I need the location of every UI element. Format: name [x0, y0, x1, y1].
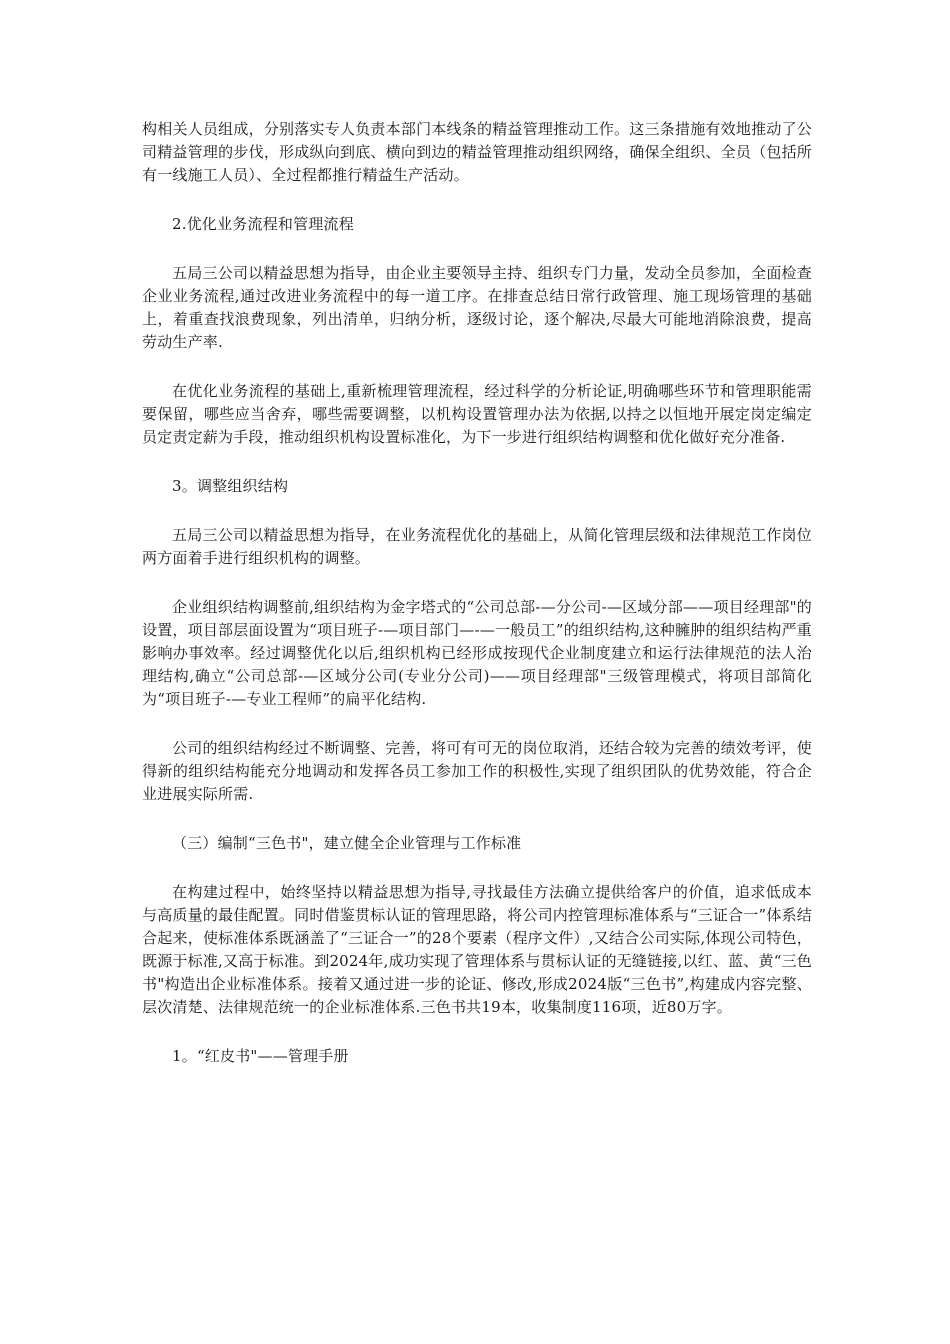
paragraph-management-flow: 在优化业务流程的基础上,重新梳理管理流程，经过科学的分析论证,明确哪些环节和管理职能需要保留，哪些应当舍弃，哪些需要调整，以机构设置管理办法为依据,以持之以恒地开展定岗定编定员定责定薪为手段，推动组织机构设置标准化，为下一步进行组织结构调整和优化做好充分准备. — [142, 382, 812, 446]
paragraph-continuation: 构相关人员组成，分别落实专人负责本部门本线条的精益管理推动工作。这三条措施有效地推动了公司精益管理的步伐，形成纵向到底、横向到边的精益管理推动组织网络，确保全组织、全员（包括所有一线施工人员）、全过程都推行精益生产活动。 — [142, 120, 812, 184]
paragraph-structure-result: 公司的组织结构经过不断调整、完善，将可有可无的岗位取消，还结合较为完善的绩效考评，使得新的组织结构能充分地调动和发挥各员工参加工作的积极性,实现了组织团队的优势效能，符合企业进展实际所需. — [142, 739, 812, 803]
paragraph-structure-intro: 五局三公司以精益思想为指导，在业务流程优化的基础上，从简化管理层级和法律规范工作岗位两方面着手进行组织机构的调整。 — [142, 526, 812, 567]
document-page — [142, 118, 812, 1094]
section-heading-adjust-structure: 3。调整组织结构 — [172, 477, 289, 495]
section-heading-three-color-book: （三）编制“三色书"，建立健全企业管理与工作标准 — [172, 834, 522, 852]
section-heading-red-book: 1。“红皮书"——管理手册 — [172, 1047, 349, 1065]
paragraph-process-review: 五局三公司以精益思想为指导，由企业主要领导主持、组织专门力量，发动全员参加，全面检查企业业务流程,通过改进业务流程中的每一道工序。在排查总结日常行政管理、施工现场管理的基础上，着重查找浪费现象，列出清单，归纳分析，逐级讨论，逐个解决,尽最大可能地消除浪费，提高劳动生产率. — [142, 264, 812, 351]
section-heading-optimize-process: 2.优化业务流程和管理流程 — [172, 215, 354, 233]
paragraph-standard-system: 在构建过程中，始终坚持以精益思想为指导,寻找最佳方法确立提供给客户的价值，追求低成本与高质量的最佳配置。同时借鉴贯标认证的管理思路，将公司内控管理标准体系与“三证合一”体系结合起来，使标准体系既涵盖了“三证合一”的28个要素（程序文件）,又结合公司实际,体现公司特色，既源于标准,又高于标准。到2024年,成功实现了管理体系与贯标认证的无缝链接,以红、蓝、黄“三色书"构造出企业标准体系。接着又通过进一步的论证、修改,形成2024版“三色书”,构建成内容完整、层次清楚、法律规范统一的企业标准体系.三色书共19本，收集制度116项，近80万字。 — [142, 883, 812, 1016]
paragraph-structure-before-after: 企业组织结构调整前,组织结构为金字塔式的“公司总部-—分公司-—区域分部——项目经理部"的设置，项目部层面设置为“项目班子-—项目部门—-—一般员工”的组织结构,这种臃肿的组织结构严重影响办事效率。经过调整优化以后,组织机构已经形成按现代企业制度建立和运行法律规范的法人治理结构,确立“公司总部-—区域分公司(专业分公司)——项目经理部"三级管理模式，将项目部简化为“项目班子-—专业工程师”的扁平化结构. — [142, 598, 812, 708]
